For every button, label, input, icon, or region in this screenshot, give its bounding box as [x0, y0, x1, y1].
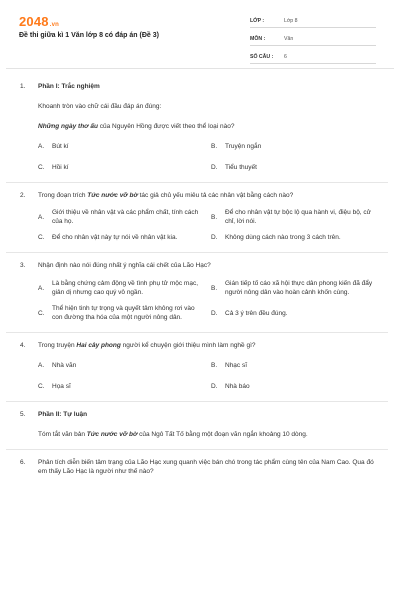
option-b[interactable]: B. Gián tiếp tố cáo xã hội thực dân phong kiến đã đẩy người nông dân vào hoàn cảnh khốn cùng.: [211, 280, 373, 296]
question-prompt: Trong truyện Hai cây phong người kể chuyện giới thiệu mình làm nghề gì?: [38, 342, 256, 349]
option-d[interactable]: D. Tiểu thuyết: [211, 164, 257, 171]
meta-label: SỐ CÂU :: [250, 53, 274, 60]
document-title: Đề thi giữa kì 1 Văn lớp 8 có đáp án (Đề 3): [19, 32, 159, 39]
options: [38, 382, 376, 391]
options: [38, 163, 376, 172]
option-c[interactable]: C. Hồi kí: [38, 164, 69, 171]
question-prompt: Phân tích diễn biến tâm trạng của Lão Hạc xung quanh việc bán chó trong tác phẩm cùng tên của Nam Cao. Qua đó em thấy Lão Hạc là người như thế nào?: [38, 459, 374, 475]
question-prompt: Tóm tắt văn bản Tức nước vỡ bờ của Ngô Tất Tố bằng một đoạn văn ngắn khoảng 10 dòng.: [38, 431, 308, 438]
question-number: 1.: [20, 83, 26, 90]
option-a[interactable]: A. Là bằng chứng cảm động về tình phụ tử mộc mạc, giản dị nhưng cao quý vô ngần.: [38, 280, 199, 296]
options: [38, 361, 376, 370]
question-number: 6.: [20, 459, 26, 466]
question-5: [18, 410, 376, 439]
question-number: 4.: [20, 342, 26, 349]
question-number: 2.: [20, 192, 26, 199]
option-a[interactable]: A. Giới thiệu về nhân vật và các phẩm chất, tính cách của họ.: [38, 209, 199, 225]
question-number: 5.: [20, 411, 26, 418]
option-a[interactable]: A. Nhà văn: [38, 362, 77, 369]
question-prompt: Những ngày thơ ấu của Nguyên Hồng được viết theo thể loại nào?: [38, 123, 235, 130]
site-logo[interactable]: 2048.vn: [19, 14, 60, 29]
question-3: [18, 261, 376, 322]
header-divider: [6, 68, 394, 69]
option-b[interactable]: B. Để cho nhân vật tự bộc lộ qua hành vi, điệu bộ, cử chỉ, lời nói.: [211, 209, 372, 225]
meta-value: 6: [284, 53, 287, 60]
question-1: [18, 82, 376, 172]
meta-value: Văn: [284, 35, 294, 42]
question-prompt: Trong đoạn trích Tức nước vỡ bờ tác giả chủ yếu miêu tả các nhân vật bằng cách nào?: [38, 192, 294, 199]
option-b[interactable]: B. Truyện ngắn: [211, 143, 262, 150]
option-c[interactable]: C. Để cho nhân vật này tự nói về nhân vật kia.: [38, 234, 178, 241]
option-d[interactable]: D. Nhà báo: [211, 383, 250, 390]
question-prompt: Nhận định nào nói đúng nhất ý nghĩa cái chết của Lão Hạc?: [38, 262, 211, 269]
meta-label: LỚP :: [250, 17, 265, 24]
option-a[interactable]: A. Bút kí: [38, 143, 69, 150]
options: [38, 233, 376, 242]
question-4: [18, 341, 376, 391]
meta-label: MÔN :: [250, 35, 266, 42]
questions: [18, 82, 376, 476]
option-d[interactable]: D. Cả 3 ý trên đều đúng.: [211, 309, 288, 317]
options: [38, 142, 376, 151]
option-b[interactable]: B. Nhạc sĩ: [211, 362, 248, 369]
question-number: 3.: [20, 262, 26, 269]
section-title: Phần II: Tự luận: [38, 411, 88, 418]
instruction: Khoanh tròn vào chữ cái đầu đáp án đúng:: [38, 103, 162, 110]
options: [38, 279, 376, 297]
options: [38, 208, 376, 226]
option-c[interactable]: C. Thể hiện tinh tự trọng và quyết tâm không rơi vào con đường tha hóa của một người nông dân.: [38, 305, 195, 321]
meta-panel: [250, 14, 376, 68]
question-6: [18, 458, 376, 476]
meta-row-count: [250, 50, 376, 64]
section-title: Phần I: Trắc nghiệm: [38, 83, 100, 90]
option-c[interactable]: C. Họa sĩ: [38, 383, 71, 390]
meta-value: Lớp 8: [284, 17, 298, 24]
meta-row-subject: [250, 32, 376, 46]
option-d[interactable]: D. Không dùng cách nào trong 3 cách trên.: [211, 234, 341, 241]
header: [0, 0, 400, 66]
meta-row-class: [250, 14, 376, 28]
options: [38, 304, 376, 322]
question-2: [18, 191, 376, 242]
